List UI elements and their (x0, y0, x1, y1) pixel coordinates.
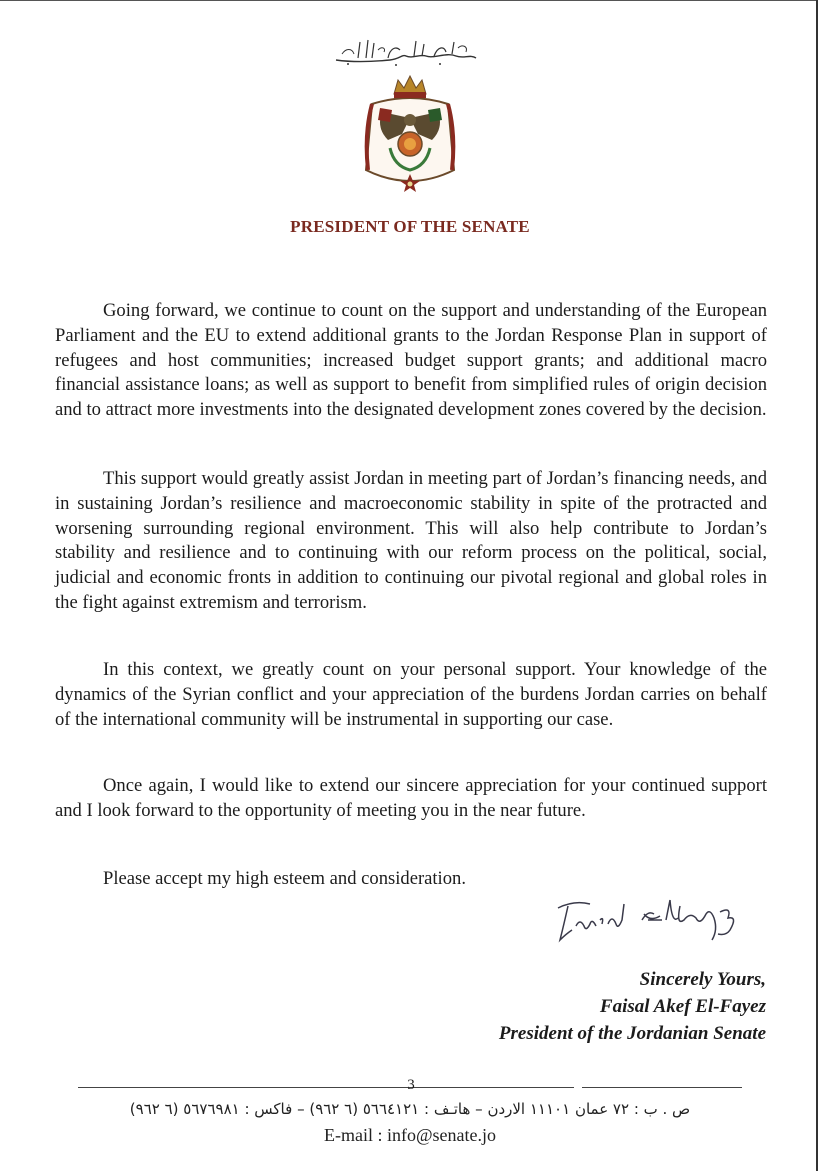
footer-address: ص . ب : ٧٢ عمان ١١١٠١ الاردن – هاتـف : ٥٦٦٤١٢١ (٦ ٩٦٢) – فاكس : ٥٦٧٦٩٨١ (٦ ٩٦٢) (129, 1100, 691, 1118)
signatory-title: President of the Jordanian Senate (498, 1023, 766, 1044)
footer-divider (78, 1087, 574, 1088)
body-paragraph: This support would greatly assist Jordan in meeting part of Jordan’s financing needs, and in sustaining Jordan’s resilience and macroeconomic stability in spite of the protracted and worsening surrounding regional environment. This will also help contribute to Jordan’s stability and resilience and to continuing with our reform process on the political, social, judicial and economic fronts in addition to continuing our pivotal regional and global roles in the fight against extremism and terrorism. (55, 468, 767, 613)
body-paragraph: Going forward, we continue to count on the support and understanding of the European Parliament and the EU to extend additional grants to the Jordan Response Plan in support of refugees and host communities; increased budget support grants; and additional macro financial assistance loans; as well as support to benefit from simplified rules of origin decision and to attract more investments into the designated development zones covered by the decision. (55, 300, 767, 421)
basmala-calligraphy-icon (330, 36, 480, 68)
jordan-coat-of-arms-icon (358, 74, 462, 198)
page-number: 3 (407, 1077, 415, 1093)
closing-salutation: Sincerely Yours, (639, 969, 766, 990)
signatory-name: Faisal Akef El-Fayez (599, 996, 766, 1017)
scan-top-edge (0, 0, 818, 1)
handwritten-signature-icon (550, 890, 750, 950)
body-paragraph: Please accept my high esteem and consideration. (103, 868, 466, 889)
footer-email: E-mail : info@senate.jo (323, 1125, 497, 1145)
body-paragraph: Once again, I would like to extend our sincere appreciation for your continued support and I look forward to the opportunity of meeting you in the near future. (55, 775, 767, 821)
page-heading: PRESIDENT OF THE SENATE (290, 217, 530, 236)
closing-block (499, 966, 766, 1047)
footer-divider (582, 1087, 742, 1088)
body-paragraph: In this context, we greatly count on your personal support. Your knowledge of the dynamics of the Syrian conflict and your appreciation of the burdens Jordan carries on behalf of the international community will be instrumental in supporting our case. (55, 659, 767, 730)
